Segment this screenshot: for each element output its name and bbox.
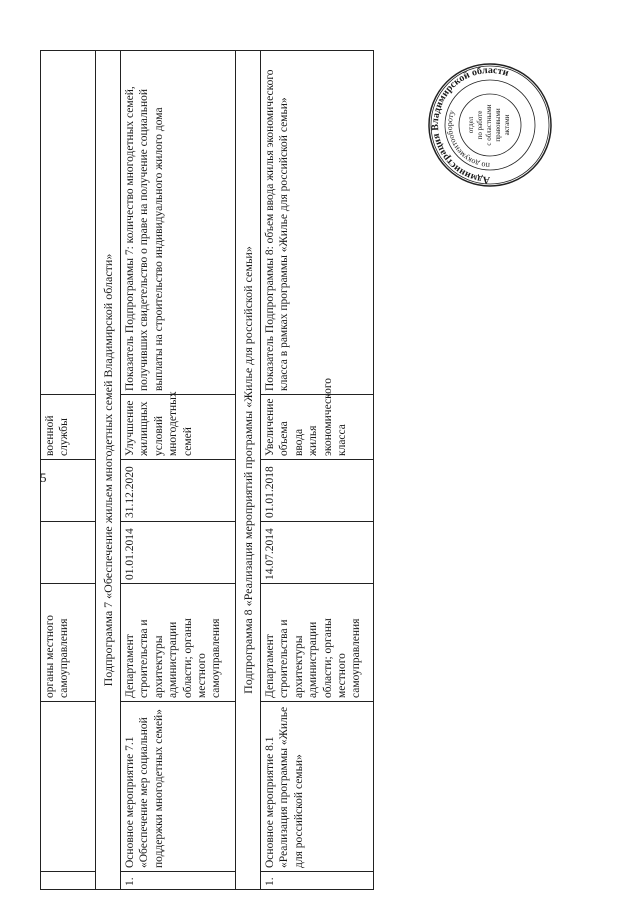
result-cell: Улучшение жилищных условий многодетных семей xyxy=(121,395,236,460)
section-title: Подпрограмма 8 «Реализация мероприятий программы «Жилье для российской семьи» xyxy=(236,51,261,890)
indicator-cell: Показатель Подпрограммы 8: объем ввода жилья экономического класса в рамках программы «Жилье для российской семьи» xyxy=(261,51,374,395)
end-date-cell: 31.12.2020 xyxy=(121,460,236,522)
indicator-cell: Показатель Подпрограммы 7: количество многодетных семей, получивших свидетельство о праве на получение социальной выплаты на строительство индивидуального жилого дома xyxy=(121,51,236,395)
stamp-inner-text: по документообороту xyxy=(444,109,491,171)
end-date-cell: 01.01.2018 xyxy=(261,460,374,522)
executor-cell: Департамент строительства и архитектуры администрации области; органы местного самоуправления xyxy=(261,584,374,702)
table-row xyxy=(41,51,96,890)
start-date-cell: 14.07.2014 xyxy=(261,522,374,584)
official-stamp xyxy=(425,60,555,190)
stamp-center-line: отдел xyxy=(467,116,475,134)
section-row xyxy=(236,51,261,890)
row-number: 1. xyxy=(121,872,236,890)
indicator-fragment-cell: военной службы xyxy=(41,395,96,460)
table-row xyxy=(261,51,374,890)
result-cell: Увеличение объема ввода жилья экономического класса xyxy=(261,395,374,460)
page-number: 5 xyxy=(40,470,47,485)
stamp-center-line: по работе xyxy=(476,110,484,140)
stamp-center-text xyxy=(467,104,511,145)
measure-cell: Основное мероприятие 7.1 «Обеспечение мер социальной поддержки многодетных семей» xyxy=(121,702,236,872)
stamp-center-line: с областными xyxy=(485,104,493,146)
program-table xyxy=(40,50,374,890)
table-row xyxy=(121,51,236,890)
start-date-cell: 01.01.2014 xyxy=(121,522,236,584)
row-number: 1. xyxy=(261,872,374,890)
executor-cell: Департамент строительства и архитектуры администрации области; органы местного самоуправления xyxy=(121,584,236,702)
stamp-outer-text: Администрация Владимирской области xyxy=(429,64,510,186)
executor-cell: органы местного самоуправления xyxy=(41,584,96,702)
section-row xyxy=(96,51,121,890)
section-title: Подпрограмма 7 «Обеспечение жильем многодетных семей Владимирской области» xyxy=(96,51,121,890)
stamp-center-line: актами xyxy=(503,114,511,136)
measure-cell: Основное мероприятие 8.1 «Реализация программы «Жилье для российской семьи» xyxy=(261,702,374,872)
stamp-center-line: правовыми xyxy=(494,108,502,142)
